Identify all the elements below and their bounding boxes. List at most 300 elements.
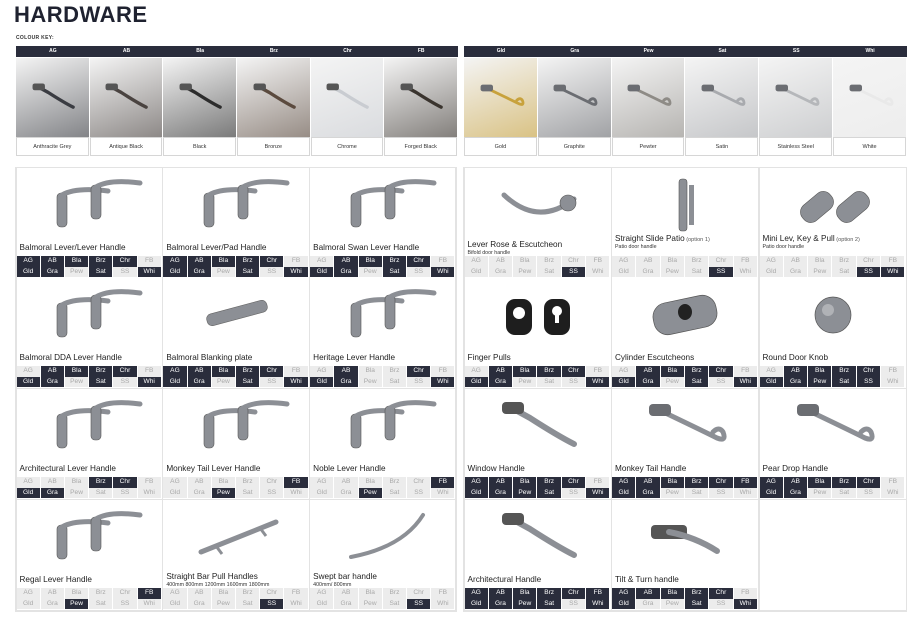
finish-row: [310, 588, 455, 599]
finish-chip-gld: Gld: [163, 377, 187, 388]
finish-chip-pew: Pew: [359, 599, 383, 610]
key-right-code-gld: Gld: [496, 48, 506, 54]
finish-chip-brz: Brz: [832, 477, 856, 488]
bla-handle-icon: [163, 62, 236, 132]
finish-chip-fb: FB: [284, 588, 308, 599]
product-card[interactable]: [163, 500, 308, 610]
finish-chip-pew: Pew: [212, 488, 236, 499]
finish-chip-ss: SS: [260, 488, 284, 499]
finish-chip-ab: AB: [636, 256, 660, 267]
finish-chip-ab: AB: [636, 477, 660, 488]
finish-availability: [17, 477, 162, 498]
finish-chip-chr: Chr: [260, 477, 284, 488]
finish-chip-brz: Brz: [236, 588, 260, 599]
finish-chip-ag: AG: [465, 588, 489, 599]
finish-chip-ab: AB: [784, 477, 808, 488]
finish-chip-pew: Pew: [808, 488, 832, 499]
finish-chip-pew: Pew: [661, 599, 685, 610]
finish-availability: [760, 256, 906, 277]
finish-chip-ss: SS: [260, 377, 284, 388]
key-left-name-brz: Bronze: [237, 137, 310, 156]
heritage-lever-icon: [314, 282, 451, 348]
finish-chip-ss: SS: [113, 488, 137, 499]
finish-chip-pew: Pew: [65, 377, 89, 388]
product-card[interactable]: [310, 389, 455, 499]
product-card[interactable]: [163, 389, 308, 499]
finish-chip-fb: FB: [138, 477, 162, 488]
gld-handle-icon: [464, 62, 537, 132]
product-grid-left: [15, 167, 457, 612]
colour-key-left: [16, 58, 458, 156]
finish-chip-bla: Bla: [513, 256, 537, 267]
product-name: [313, 572, 377, 581]
finish-chip-ss: SS: [562, 377, 586, 388]
finish-chip-ss: SS: [260, 599, 284, 610]
product-name: [468, 464, 525, 473]
finish-chip-brz: Brz: [89, 366, 113, 377]
finish-chip-bla: Bla: [513, 588, 537, 599]
finish-chip-bla: Bla: [212, 588, 236, 599]
finish-chip-gra: Gra: [41, 267, 65, 278]
key-right-swatch-ss: [759, 58, 833, 156]
finish-chip-fb: FB: [284, 366, 308, 377]
finish-chip-gld: Gld: [612, 377, 636, 388]
finish-chip-bla: Bla: [65, 477, 89, 488]
product-option: (option 1): [684, 237, 710, 243]
finish-chip-ab: AB: [188, 588, 212, 599]
product-card[interactable]: [760, 278, 906, 388]
pear-drop-icon: [764, 393, 902, 459]
lever-rose-icon: [469, 172, 607, 238]
product-grid-right: [463, 167, 907, 612]
finish-row: [612, 588, 758, 599]
finish-chip-chr: Chr: [407, 588, 431, 599]
product-card[interactable]: [17, 168, 162, 278]
key-right-code-ss: SS: [792, 48, 800, 54]
key-right-swatch-whi: [833, 58, 907, 156]
finish-row: [612, 377, 758, 388]
finish-chip-sat: Sat: [685, 267, 709, 278]
product-option: (option 2): [834, 237, 860, 243]
finish-chip-brz: Brz: [685, 588, 709, 599]
finish-chip-gra: Gra: [188, 267, 212, 278]
key-right-swatch-gra: [538, 58, 612, 156]
finish-chip-whi: Whi: [586, 377, 610, 388]
finish-chip-brz: Brz: [236, 256, 260, 267]
product-card[interactable]: [760, 168, 906, 278]
finish-chip-ss: SS: [709, 377, 733, 388]
finish-chip-ag: AG: [612, 366, 636, 377]
product-card[interactable]: [612, 278, 758, 388]
product-card[interactable]: [310, 168, 455, 278]
finish-chip-bla: Bla: [513, 477, 537, 488]
key-left-name-ag: Anthracite Grey: [16, 137, 89, 156]
finish-chip-bla: Bla: [212, 477, 236, 488]
product-name: [615, 234, 710, 243]
finish-chip-chr: Chr: [562, 477, 586, 488]
finish-row: [465, 588, 611, 599]
finish-chip-ss: SS: [857, 488, 881, 499]
key-right-swatch-sat: [685, 58, 759, 156]
finish-chip-ag: AG: [760, 477, 784, 488]
key-right-name-gra: Graphite: [538, 137, 611, 156]
finish-chip-chr: Chr: [562, 256, 586, 267]
finish-row: [465, 366, 611, 377]
lever-pad-icon: [167, 172, 304, 238]
finish-chip-ss: SS: [407, 377, 431, 388]
finish-availability: [163, 256, 308, 277]
finish-chip-brz: Brz: [537, 256, 561, 267]
finish-chip-ab: AB: [188, 256, 212, 267]
finish-chip-ag: AG: [163, 477, 187, 488]
finish-availability: [17, 256, 162, 277]
finish-availability: [163, 588, 308, 609]
finish-availability: [163, 366, 308, 387]
finish-chip-gld: Gld: [465, 488, 489, 499]
finish-row: [163, 267, 308, 278]
product-name-text: Noble Lever Handle: [313, 464, 386, 473]
finish-chip-sat: Sat: [832, 488, 856, 499]
finish-row: [760, 267, 906, 278]
finish-availability: [465, 588, 611, 609]
finish-chip-ss: SS: [407, 599, 431, 610]
finish-chip-pew: Pew: [513, 267, 537, 278]
colour-key-left-header: [16, 46, 458, 57]
finish-chip-brz: Brz: [685, 477, 709, 488]
finish-chip-brz: Brz: [89, 588, 113, 599]
finish-chip-ab: AB: [41, 588, 65, 599]
finish-chip-ag: AG: [465, 366, 489, 377]
finish-chip-fb: FB: [734, 477, 758, 488]
finish-chip-fb: FB: [881, 366, 905, 377]
finish-chip-gra: Gra: [636, 377, 660, 388]
finish-chip-chr: Chr: [562, 366, 586, 377]
key-left-code-ab: AB: [122, 48, 131, 54]
finish-chip-ag: AG: [17, 256, 41, 267]
product-name-text: Balmoral DDA Lever Handle: [19, 353, 122, 362]
product-card[interactable]: [310, 278, 455, 388]
finish-availability: [760, 366, 906, 387]
finish-chip-fb: FB: [586, 588, 610, 599]
finish-row: [310, 256, 455, 267]
finish-row: [17, 377, 162, 388]
finish-chip-pew: Pew: [212, 267, 236, 278]
finish-chip-whi: Whi: [284, 488, 308, 499]
finish-row: [163, 599, 308, 610]
fb-handle-icon: [384, 62, 457, 132]
finish-chip-ag: AG: [612, 588, 636, 599]
product-card[interactable]: [760, 389, 906, 499]
product-card[interactable]: [163, 168, 308, 278]
product-card[interactable]: [17, 389, 162, 499]
finish-chip-ab: AB: [489, 477, 513, 488]
finish-chip-whi: Whi: [734, 488, 758, 499]
product-name: [468, 240, 563, 249]
key-left-swatch-bla: [163, 58, 237, 156]
finish-chip-ss: SS: [562, 599, 586, 610]
product-name: [313, 243, 419, 252]
finish-chip-sat: Sat: [236, 377, 260, 388]
finish-chip-ss: SS: [113, 267, 137, 278]
finish-chip-sat: Sat: [685, 377, 709, 388]
finish-chip-ss: SS: [113, 377, 137, 388]
finish-chip-brz: Brz: [832, 366, 856, 377]
key-left-name-fb: Forged Black: [384, 137, 457, 156]
finish-chip-whi: Whi: [881, 377, 905, 388]
product-card[interactable]: [465, 389, 611, 499]
finish-chip-bla: Bla: [359, 588, 383, 599]
key-left-code-fb: FB: [417, 48, 425, 54]
product-card[interactable]: [612, 168, 758, 278]
finish-chip-chr: Chr: [113, 477, 137, 488]
ab-handle-icon: [90, 62, 163, 132]
finish-chip-gld: Gld: [612, 267, 636, 278]
finish-chip-whi: Whi: [138, 377, 162, 388]
finish-chip-fb: FB: [734, 588, 758, 599]
swan-lever-icon: [314, 172, 451, 238]
finish-chip-gra: Gra: [41, 488, 65, 499]
product-name: [313, 353, 395, 362]
finish-chip-ag: AG: [612, 256, 636, 267]
product-card[interactable]: [163, 278, 308, 388]
product-card[interactable]: [17, 278, 162, 388]
finish-chip-whi: Whi: [284, 267, 308, 278]
finish-chip-gld: Gld: [612, 599, 636, 610]
product-name-text: Finger Pulls: [467, 353, 511, 362]
key-right-name-ss: Stainless Steel: [759, 137, 832, 156]
product-card[interactable]: [612, 389, 758, 499]
finish-chip-pew: Pew: [65, 267, 89, 278]
noble-lever-icon: [314, 393, 451, 459]
finish-row: [465, 377, 611, 388]
finish-chip-whi: Whi: [431, 488, 455, 499]
finish-chip-ag: AG: [163, 588, 187, 599]
finish-chip-bla: Bla: [359, 256, 383, 267]
finish-chip-gld: Gld: [163, 267, 187, 278]
finish-row: [17, 477, 162, 488]
finish-row: [17, 267, 162, 278]
finish-availability: [760, 477, 906, 498]
finish-row: [310, 377, 455, 388]
finish-chip-gra: Gra: [334, 599, 358, 610]
product-name-text: Tilt & Turn handle: [615, 575, 679, 584]
finish-chip-sat: Sat: [537, 599, 561, 610]
finish-availability: [310, 588, 455, 609]
finish-row: [17, 256, 162, 267]
finish-row: [17, 599, 162, 610]
blanking-plate-icon: [167, 282, 304, 348]
finish-chip-gld: Gld: [760, 377, 784, 388]
product-name: [166, 353, 252, 362]
finish-chip-ag: AG: [760, 256, 784, 267]
key-left-code-chr: Chr: [343, 48, 352, 54]
finish-chip-ss: SS: [709, 599, 733, 610]
key-right-swatch-gld: [464, 58, 538, 156]
architectural-handle-icon: [469, 504, 607, 570]
product-card[interactable]: [465, 168, 611, 278]
finish-chip-gld: Gld: [17, 488, 41, 499]
finish-row: [612, 599, 758, 610]
key-right-code-gra: Gra: [570, 48, 580, 54]
finish-chip-bla: Bla: [359, 477, 383, 488]
finish-chip-chr: Chr: [407, 477, 431, 488]
finish-chip-gld: Gld: [17, 377, 41, 388]
finish-chip-gld: Gld: [310, 599, 334, 610]
finish-chip-chr: Chr: [709, 588, 733, 599]
finish-chip-gra: Gra: [784, 377, 808, 388]
brz-handle-icon: [237, 62, 310, 132]
finish-chip-ss: SS: [113, 599, 137, 610]
finish-chip-whi: Whi: [138, 599, 162, 610]
key-left-swatch-ag: [16, 58, 90, 156]
finish-chip-brz: Brz: [685, 256, 709, 267]
finish-chip-fb: FB: [586, 477, 610, 488]
finish-chip-brz: Brz: [383, 588, 407, 599]
finish-chip-ag: AG: [163, 256, 187, 267]
finish-chip-fb: FB: [586, 256, 610, 267]
finish-chip-sat: Sat: [685, 599, 709, 610]
finish-row: [612, 256, 758, 267]
key-left-swatch-fb: [384, 58, 458, 156]
mini-lev-icon: [764, 172, 902, 238]
finish-chip-bla: Bla: [661, 477, 685, 488]
product-name-text: Regal Lever Handle: [19, 575, 92, 584]
finish-row: [17, 588, 162, 599]
finish-chip-gra: Gra: [636, 599, 660, 610]
product-name: [20, 575, 92, 584]
finish-chip-pew: Pew: [212, 599, 236, 610]
lever-lever-icon: [21, 172, 158, 238]
finish-chip-ag: AG: [310, 477, 334, 488]
finish-chip-sat: Sat: [89, 599, 113, 610]
finish-row: [163, 377, 308, 388]
finish-chip-chr: Chr: [260, 366, 284, 377]
finish-chip-chr: Chr: [857, 477, 881, 488]
finish-chip-brz: Brz: [685, 366, 709, 377]
finish-availability: [612, 477, 758, 498]
finish-availability: [612, 256, 758, 277]
finish-chip-ab: AB: [489, 588, 513, 599]
key-left-code-bla: Bla: [196, 48, 205, 54]
regal-lever-icon: [21, 504, 158, 570]
product-card[interactable]: [465, 500, 611, 610]
finish-availability: [465, 477, 611, 498]
sat-handle-icon: [685, 62, 758, 132]
finish-chip-gld: Gld: [310, 488, 334, 499]
finish-chip-gld: Gld: [17, 599, 41, 610]
key-right-code-pew: Pew: [643, 48, 654, 54]
finish-availability: [612, 588, 758, 609]
finish-chip-bla: Bla: [212, 366, 236, 377]
product-name: [20, 464, 116, 473]
finish-chip-fb: FB: [881, 477, 905, 488]
finish-chip-fb: FB: [138, 256, 162, 267]
finish-row: [612, 267, 758, 278]
key-left-swatch-ab: [90, 58, 164, 156]
product-card[interactable]: [17, 500, 162, 610]
product-name-text: Monkey Tail Lever Handle: [166, 464, 261, 473]
product-card[interactable]: [612, 500, 758, 610]
finish-row: [760, 366, 906, 377]
product-name: [763, 464, 829, 473]
finish-chip-gra: Gra: [489, 488, 513, 499]
product-name-text: Balmoral Blanking plate: [166, 353, 253, 362]
finish-chip-sat: Sat: [383, 377, 407, 388]
finish-chip-bla: Bla: [212, 256, 236, 267]
key-right-name-sat: Satin: [685, 137, 758, 156]
finish-chip-bla: Bla: [359, 366, 383, 377]
finish-chip-ss: SS: [857, 377, 881, 388]
finish-chip-fb: FB: [586, 366, 610, 377]
finish-chip-whi: Whi: [284, 599, 308, 610]
finish-chip-bla: Bla: [65, 588, 89, 599]
tilt-turn-icon: [616, 504, 754, 570]
finish-chip-whi: Whi: [586, 488, 610, 499]
finish-chip-gra: Gra: [188, 599, 212, 610]
product-name-text: Straight Bar Pull Handles: [166, 572, 258, 581]
finish-chip-ab: AB: [188, 366, 212, 377]
product-name-text: Architectural Handle: [467, 575, 542, 584]
finish-row: [465, 477, 611, 488]
door-knob-icon: [764, 282, 902, 348]
finish-row: [310, 477, 455, 488]
product-card[interactable]: [465, 278, 611, 388]
finish-row: [310, 599, 455, 610]
finish-chip-whi: Whi: [586, 599, 610, 610]
pew-handle-icon: [612, 62, 685, 132]
gra-handle-icon: [538, 62, 611, 132]
finish-chip-ss: SS: [709, 267, 733, 278]
finish-chip-chr: Chr: [407, 256, 431, 267]
finish-chip-ag: AG: [17, 588, 41, 599]
key-right-swatch-pew: [612, 58, 686, 156]
finish-row: [310, 267, 455, 278]
finish-row: [310, 488, 455, 499]
finish-chip-ab: AB: [636, 366, 660, 377]
finish-chip-gld: Gld: [465, 267, 489, 278]
product-name: [20, 243, 126, 252]
finish-chip-pew: Pew: [513, 488, 537, 499]
finish-chip-ab: AB: [41, 256, 65, 267]
finish-chip-gra: Gra: [41, 377, 65, 388]
finish-chip-sat: Sat: [383, 267, 407, 278]
finish-chip-bla: Bla: [65, 366, 89, 377]
finish-chip-fb: FB: [431, 477, 455, 488]
finish-row: [760, 256, 906, 267]
finish-chip-whi: Whi: [881, 267, 905, 278]
finish-chip-whi: Whi: [431, 267, 455, 278]
product-name: [166, 243, 266, 252]
key-left-code-ag: AG: [49, 48, 57, 54]
product-name-text: Straight Slide Patio: [615, 234, 685, 243]
finish-row: [17, 366, 162, 377]
finger-pull-icon: [469, 282, 607, 348]
finish-chip-pew: Pew: [661, 488, 685, 499]
finish-chip-ag: AG: [310, 588, 334, 599]
product-name-text: Pear Drop Handle: [762, 464, 829, 473]
finish-chip-pew: Pew: [65, 488, 89, 499]
product-card[interactable]: [310, 500, 455, 610]
finish-chip-chr: Chr: [407, 366, 431, 377]
finish-chip-brz: Brz: [383, 477, 407, 488]
finish-chip-bla: Bla: [808, 366, 832, 377]
key-right-code-whi: Whi: [865, 48, 875, 54]
colour-key-label: COLOUR KEY:: [16, 35, 54, 41]
colour-key-right-header: [464, 46, 907, 57]
key-right-code-sat: Sat: [718, 48, 727, 54]
finish-chip-brz: Brz: [383, 366, 407, 377]
finish-chip-gra: Gra: [636, 267, 660, 278]
